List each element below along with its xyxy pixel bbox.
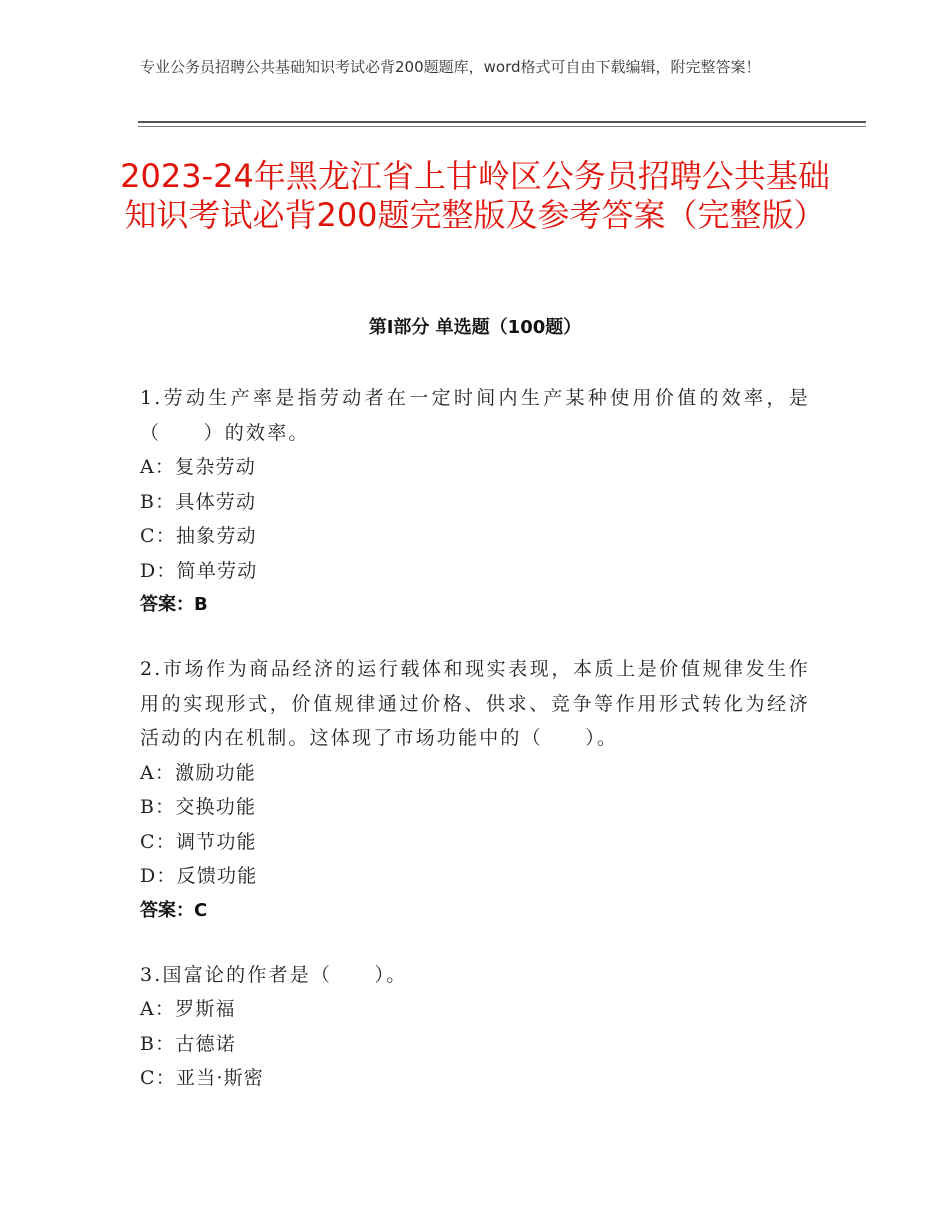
question-3 (140, 958, 810, 1096)
option-b: B：交换功能 (140, 796, 257, 818)
section-heading: 第Ⅰ部分 单选题（100题） (368, 317, 582, 338)
question-list (140, 381, 810, 1126)
option-c: C：亚当·斯密 (140, 1067, 264, 1089)
question-stem: 1.劳动生产率是指劳动者在一定时间内生产某种使用价值的效率，是（ ）的效率。 (140, 387, 810, 444)
option-a: A：罗斯福 (140, 998, 236, 1020)
option-d: D：简单劳动 (140, 559, 258, 582)
answer: 答案：B (140, 594, 208, 615)
header-note: 专业公务员招聘公共基础知识考试必背200题题库，word格式可自由下载编辑，附完整答案！ (140, 58, 761, 76)
header-divider (138, 121, 866, 123)
document-title: 2023-24年黑龙江省上甘岭区公务员招聘公共基础知识考试必背200题完整版及参考答案（完整版） (120, 157, 830, 234)
answer: 答案：C (140, 899, 208, 921)
header-divider-thin (138, 126, 866, 127)
question-stem: 3.国富论的作者是（ ）。 (140, 963, 408, 986)
option-c: C：调节功能 (140, 830, 257, 853)
question-1 (140, 381, 810, 622)
option-d: D：反馈功能 (140, 865, 258, 887)
option-c: C：抽象劳动 (140, 525, 257, 547)
option-a: A：激励功能 (140, 761, 256, 784)
option-a: A：复杂劳动 (140, 456, 256, 478)
question-stem: 2.市场作为商品经济的运行载体和现实表现，本质上是价值规律发生作用的实现形式，价值规律通过价格、供求、竞争等作用形式转化为经济活动的内在机制。这体现了市场功能中的（ ）。 (140, 658, 810, 749)
option-b: B：古德诺 (140, 1032, 236, 1055)
option-b: B：具体劳动 (140, 490, 257, 513)
question-2 (140, 652, 810, 928)
